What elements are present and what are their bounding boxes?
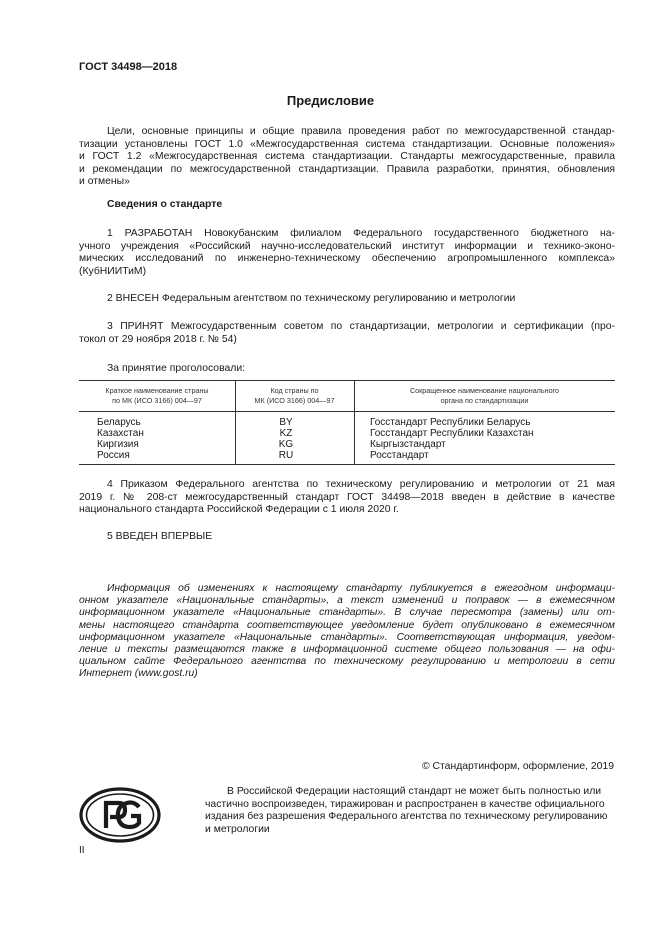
text-line: мических исследований по инженерно-техническому обеспечению агропромышленного комплекса» <box>79 253 615 265</box>
notice-paragraph <box>205 786 615 836</box>
text-line: 2 ВНЕСЕН Федеральным агентством по техническому регулированию и метрологии <box>107 293 516 304</box>
table-header-body <box>354 386 615 406</box>
text-line: и ГОСТ 1.2 «Межгосударственная система стандартизации. Стандарты межгосударственные, правила <box>79 151 615 163</box>
item-3-paragraph <box>79 321 615 346</box>
copyright: © Стандартинформ, оформление, 2019 <box>421 761 614 772</box>
intro-paragraph <box>79 126 615 189</box>
gost-r-logo-icon <box>79 787 161 843</box>
item-2-paragraph <box>79 293 615 306</box>
text-line: ление и тексты размещаются также в информационной системе общего пользования — на офи- <box>79 644 615 656</box>
text-line: мены настоящего стандарта соответствующее уведомление будет опубликовано в ежемесячном <box>79 619 615 631</box>
table-border-top <box>79 380 615 381</box>
text-line: токол от 29 ноября 2018 г. № 54) <box>79 333 237 345</box>
text-line: и рекомендации по межгосударственной стандартизации. Правила разработки, принятия, обновления <box>79 163 615 175</box>
text-line: циальном сайте Федерального агентства по техническому регулированию и метрологии в сети <box>79 656 615 668</box>
header-line: органа по стандартизации <box>440 396 529 405</box>
table-header-code <box>235 386 354 406</box>
text-line: издания без разрешения Федерального агентства по техническому регулированию <box>205 811 608 823</box>
header-line: Код страны по <box>270 386 319 395</box>
page-number: II <box>79 845 85 856</box>
text-line: Информация об изменениях к настоящему стандарту публикуется в ежегодном информаци- <box>107 583 615 594</box>
text-line: тизации установлены ГОСТ 1.0 «Межгосударственная система стандартизации. Основные положения» <box>79 138 615 150</box>
table-header-divider <box>79 411 615 412</box>
text-line: (КубНИИТиМ) <box>79 265 147 277</box>
header-line: по МК (ИСО 3166) 004—97 <box>112 396 202 405</box>
table-cell-body: Росстандарт <box>370 450 429 461</box>
header-line: Краткое наименование страны <box>105 386 209 395</box>
text-line: и метрологии <box>205 823 270 835</box>
info-paragraph <box>79 583 615 681</box>
table-border-bottom <box>79 464 615 465</box>
table-header-country <box>79 386 235 406</box>
text-line: 3 ПРИНЯТ Межгосударственным советом по стандартизации, метрологии и сертификации (про- <box>107 321 615 332</box>
page-title: Предисловие <box>286 93 375 108</box>
text-line: информационном указателе «Национальные стандарты». В случае пересмотра (замены) или от- <box>79 607 615 619</box>
text-line: В Российской Федерации настоящий стандарт не может быть полностью или <box>227 786 602 797</box>
item-1-paragraph <box>79 228 615 278</box>
text-line: Интернет (www.gost.ru) <box>79 668 198 680</box>
table-cell-code: KG <box>278 439 294 450</box>
table-cell-body: Кыргызстандарт <box>370 439 446 450</box>
table-cell-code: BY <box>279 417 293 428</box>
text-line: 4 Приказом Федерального агентства по техническому регулированию и метрологии от 21 мая <box>107 479 615 490</box>
table-cell-country: Россия <box>97 450 130 461</box>
header-line: Сокращенное наименование национального <box>409 386 560 395</box>
text-line: Цели, основные принципы и общие правила проведения работ по межгосударственной стандар- <box>107 126 615 137</box>
header-line: МК (ИСО 3166) 004—97 <box>254 396 335 405</box>
text-line: 5 ВВЕДЕН ВПЕРВЫЕ <box>107 531 213 542</box>
text-line: 2019 г. № 208-ст межгосударственный стандарт ГОСТ 34498—2018 введен в действие в качестве <box>79 491 615 503</box>
document-id: ГОСТ 34498—2018 <box>79 61 178 73</box>
text-line: онном указателе «Национальные стандарты», а текст изменений и поправок — в ежемесячном <box>79 595 615 607</box>
table-cell-code: RU <box>278 450 294 461</box>
table-cell-body: Госстандарт Республики Беларусь <box>370 417 531 428</box>
text-line: учного учреждения «Российский научно-исследовательский институт информации и технико-эконо- <box>79 240 615 252</box>
table-cell-body: Госстандарт Республики Казахстан <box>370 428 534 439</box>
text-line: национального стандарта Российской Федерации с 1 июля 2020 г. <box>79 504 399 516</box>
table-cell-country: Беларусь <box>97 417 141 428</box>
table-cell-country: Киргизия <box>97 439 139 450</box>
item-5-paragraph <box>79 531 615 544</box>
table-cell-code: KZ <box>279 428 293 439</box>
text-line: частично воспроизведен, тиражирован и распространен в качестве официального <box>205 798 605 810</box>
section-heading: Сведения о стандарте <box>107 199 223 210</box>
text-line: информационном указателе «Национальные стандарты». Соответствующая информация, уведом- <box>79 631 615 643</box>
table-cell-country: Казахстан <box>97 428 144 439</box>
item-4-paragraph <box>79 479 615 517</box>
vote-label: За принятие проголосовали: <box>107 363 246 374</box>
text-line: 1 РАЗРАБОТАН Новокубанским филиалом Федерального государственного бюджетного на- <box>107 228 615 239</box>
text-line: и отмены» <box>79 176 130 188</box>
